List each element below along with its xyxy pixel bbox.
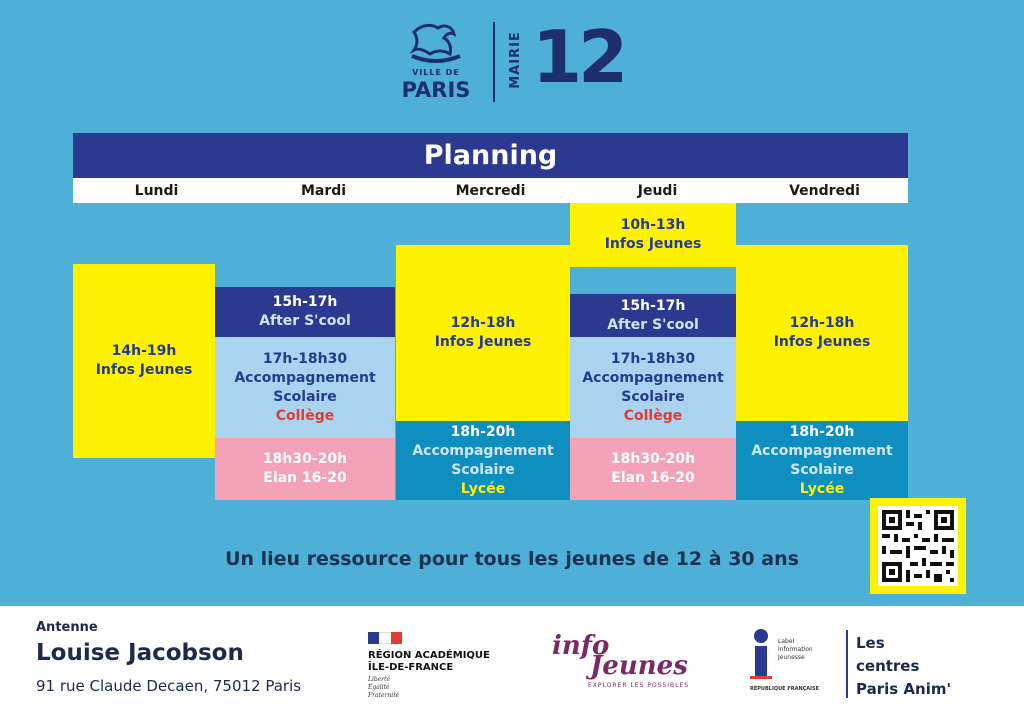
- mardi-elan-block: [215, 438, 395, 500]
- days-row: [73, 178, 908, 203]
- region-line1: RÉGION ACADÉMIQUE: [368, 650, 490, 661]
- paris-logo-line2: PARIS: [401, 78, 471, 102]
- footer: [0, 606, 1024, 724]
- slot-level: Collège: [275, 407, 335, 424]
- label-line1: Label: [778, 638, 795, 645]
- label-information-jeunesse-icon: [750, 628, 772, 680]
- qr-code-icon: [878, 506, 958, 586]
- centres-line2: centres: [856, 657, 920, 675]
- planning-title: Planning: [73, 133, 908, 178]
- slot-label: Elan 16-20: [263, 470, 347, 486]
- infojeunes-logo-jeunes: Jeunes: [590, 651, 688, 681]
- jeudi-elan-block: [570, 438, 736, 500]
- slot-time: 18h30-20h: [262, 451, 348, 467]
- infojeunes-logo-info: info: [552, 631, 610, 661]
- mairie-number: 12: [532, 15, 625, 99]
- slot-level: Lycée: [799, 480, 845, 497]
- centres-divider: [846, 630, 848, 698]
- footer-address: 91 rue Claude Decaen, 75012 Paris: [36, 677, 302, 695]
- infojeunes-subtitle: EXPLORER LES POSSIBLES: [588, 682, 690, 689]
- vendredi-infos-jeunes-block: [736, 245, 908, 421]
- centres-line3: Paris Anim': [856, 680, 952, 698]
- jeudi-after-scool-block: [570, 294, 736, 337]
- slot-time: 15h-17h: [620, 297, 686, 314]
- slot-time: 14h-19h: [111, 343, 177, 359]
- slot-label: Infos Jeunes: [434, 334, 532, 350]
- day-mercredi: Mercredi: [455, 182, 526, 199]
- slot-time: 12h-18h: [450, 315, 516, 331]
- slot-label: Scolaire: [273, 388, 337, 405]
- day-lundi: Lundi: [134, 182, 179, 199]
- slot-time: 10h-13h: [620, 217, 686, 233]
- ville-de-paris-logo: [392, 22, 480, 100]
- mercredi-infos-jeunes-block: [396, 245, 570, 421]
- slot-time: 18h30-20h: [610, 451, 696, 467]
- mardi-accompagnement-block: [215, 337, 395, 438]
- day-mardi: Mardi: [300, 182, 347, 199]
- slot-time: 18h-20h: [450, 423, 516, 440]
- slot-label: Scolaire: [451, 461, 515, 478]
- slot-time: 17h-18h30: [610, 350, 696, 367]
- republique-francaise: RÉPUBLIQUE FRANÇAISE: [750, 686, 820, 692]
- slot-label: Accompagnement: [582, 369, 724, 386]
- slot-label: Scolaire: [790, 461, 854, 478]
- slot-time: 12h-18h: [789, 315, 855, 331]
- slot-time: 15h-17h: [272, 294, 338, 310]
- day-jeudi: Jeudi: [637, 182, 678, 199]
- slot-time: 18h-20h: [789, 423, 855, 440]
- region-line2: ÎLE-DE-FRANCE: [368, 662, 454, 673]
- slot-label: Infos Jeunes: [604, 236, 702, 252]
- slot-label: Accompagnement: [751, 442, 893, 459]
- mercredi-accompagnement-block: [396, 421, 570, 500]
- slot-label: Elan 16-20: [611, 470, 695, 486]
- lundi-infos-jeunes-block: [73, 264, 215, 458]
- day-vendredi: Vendredi: [789, 182, 860, 199]
- slot-label: After S'cool: [607, 316, 699, 333]
- motto-fraternite: Fraternité: [368, 692, 400, 699]
- slot-level: Lycée: [460, 480, 506, 497]
- label-line3: Jeunesse: [778, 654, 805, 661]
- slot-label: Accompagnement: [412, 442, 554, 459]
- motto-egalite: Égalité: [368, 684, 390, 691]
- mairie-12-logo: [508, 15, 625, 100]
- jeudi-accompagnement-block: [570, 337, 736, 438]
- tagline: Un lieu ressource pour tous les jeunes de 12 à 30 ans: [225, 548, 799, 570]
- vendredi-accompagnement-block: [736, 421, 908, 500]
- slot-label: Infos Jeunes: [95, 362, 193, 378]
- slot-level: Collège: [623, 407, 683, 424]
- french-flag-icon: [368, 632, 402, 644]
- footer-name: Louise Jacobson: [36, 640, 244, 666]
- paris-boat-icon: [392, 22, 480, 68]
- mardi-after-scool-block: [215, 287, 395, 337]
- footer-antenne: Antenne: [36, 620, 98, 635]
- mairie-label: MAIRIE: [508, 31, 523, 89]
- centres-line1: Les: [856, 634, 885, 652]
- paris-logo-line1: VILLE DE: [412, 68, 460, 77]
- motto-liberte: Liberté: [368, 676, 391, 683]
- jeudi-infos-jeunes-block: [570, 203, 736, 267]
- logo-divider: [493, 22, 495, 102]
- slot-label: After S'cool: [259, 313, 351, 329]
- slot-time: 17h-18h30: [262, 350, 348, 367]
- qr-code[interactable]: [870, 498, 966, 594]
- slot-label: Infos Jeunes: [773, 334, 871, 350]
- slot-label: Scolaire: [621, 388, 685, 405]
- slot-label: Accompagnement: [234, 369, 376, 386]
- label-line2: Information: [778, 646, 813, 653]
